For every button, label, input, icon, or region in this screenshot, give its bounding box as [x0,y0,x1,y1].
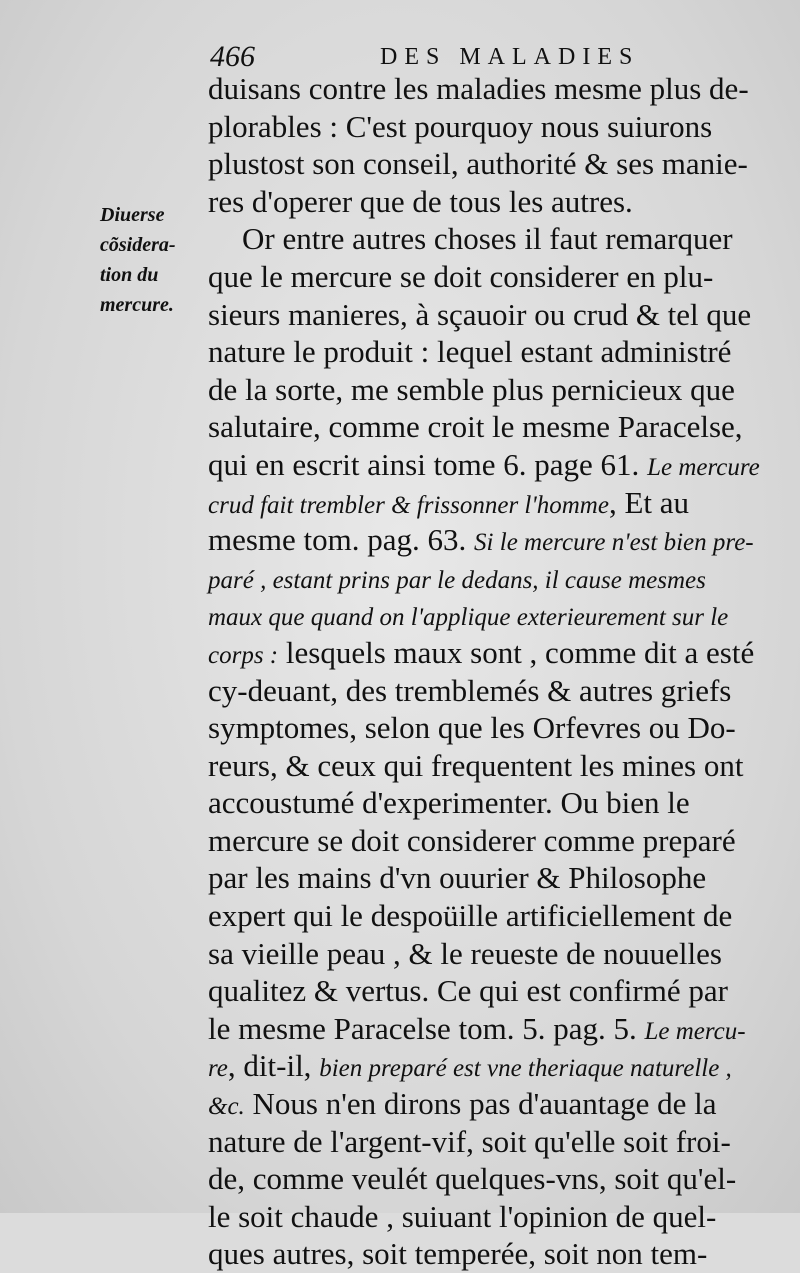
text-line [208,70,768,108]
text-segment: nature de l'argent-vif, soit qu'elle soit froi- [208,1123,731,1159]
text-line [208,145,768,183]
text-segment: de la sorte, me semble plus pernicieux que [208,371,735,407]
italic-quote-segment: re [208,1055,228,1083]
text-line [208,897,768,935]
text-segment: symptomes, selon que les Orfevres ou Do- [208,710,736,746]
margin-note-line: mercure. [100,294,174,316]
text-segment: que le mercure se doit considerer en plu- [208,258,714,294]
text-segment: duisans contre les maladies mesme plus de- [208,71,749,106]
text-segment: de, comme veulét quelques-vns, soit qu'el- [208,1161,737,1197]
text-line [208,1085,768,1123]
text-line [208,296,768,334]
text-line [208,1123,768,1161]
italic-quote-segment: maux que quand on l'applique exterieurement sur le [208,604,729,632]
text-line [208,446,768,484]
running-head: DES MALADIES [380,44,640,70]
italic-quote-segment: Si le mercure n'est bien pre- [474,529,754,557]
text-line [208,634,768,672]
text-segment: salutaire, comme croit le mesme Paracelse, [208,409,743,445]
text-segment: mesme tom. pag. 63. [208,522,475,558]
text-line [208,1160,768,1198]
margin-note-line: tion du [100,264,159,286]
text-line [208,220,768,258]
italic-quote-segment: paré , estant prins par le dedans, il cause mesmes [208,566,706,594]
body-text [208,70,768,1273]
italic-quote-segment: bien preparé est vne theriaque naturelle , [319,1055,732,1083]
text-line [208,1010,768,1048]
text-segment: plorables : C'est pourquoy nous suiurons [208,108,713,144]
text-line [208,183,768,221]
text-segment: Or entre autres choses il faut remarquer [242,221,733,257]
text-segment: , Et au [608,484,689,520]
text-segment: le soit chaude , suiuant l'opinion de quel- [208,1198,717,1234]
text-segment: lesquels maux sont , comme dit a esté [278,634,755,670]
text-line [208,784,768,822]
text-segment: par les mains d'vn ouurier & Philosophe [208,860,707,896]
text-line [208,521,768,559]
text-segment: ques autres, soit temperée, soit non tem- [208,1236,708,1272]
text-segment: cy-deuant, des tremblemés & autres griefs [208,672,732,708]
text-line [208,408,768,446]
page-number: 466 [210,40,255,73]
text-line [208,371,768,409]
text-line [208,935,768,973]
text-line [208,972,768,1010]
text-line [208,859,768,897]
text-segment: plustost son conseil, authorité & ses manie- [208,146,748,182]
margin-note [100,200,200,320]
text-line [208,559,768,597]
text-segment: qui en escrit ainsi tome 6. page 61. [208,446,648,482]
text-line [208,822,768,860]
text-line [208,1235,768,1273]
text-line [208,672,768,710]
text-segment: le mesme Paracelse tom. 5. pag. 5. [208,1010,645,1046]
text-segment: Nous n'en dirons pas d'auantage de la [244,1086,717,1122]
text-line [208,108,768,146]
italic-quote-segment: corps : [208,641,279,669]
italic-quote-segment: crud fait trembler & frissonner l'homme [208,491,609,519]
text-line [208,709,768,747]
text-line [208,333,768,371]
italic-quote-segment: Le mercure [647,453,760,481]
text-segment: res d'operer que de tous les autres. [208,183,633,219]
text-segment: accoustumé d'experimenter. Ou bien le [208,785,690,821]
text-line [208,258,768,296]
text-segment: reurs, & ceux qui frequentent les mines ont [208,747,744,783]
italic-quote-segment: &c. [208,1093,245,1121]
text-segment: qualitez & vertus. Ce qui est confirmé par [208,973,728,1009]
text-line [208,596,768,634]
text-segment: sa vieille peau , & le reueste de nouuelles [208,935,722,971]
text-line [208,747,768,785]
text-segment: expert qui le despoüille artificiellement de [208,898,733,934]
text-line [208,1047,768,1085]
margin-note-line: Diuerse [100,204,165,226]
margin-note-line: cõsidera- [100,234,176,256]
text-line [208,484,768,522]
text-segment: mercure se doit considerer comme preparé [208,822,736,858]
text-segment: nature le produit : lequel estant administré [208,334,732,370]
text-segment: sieurs manieres, à sçauoir ou crud & tel que [208,296,752,332]
text-segment: , dit-il, [227,1048,320,1084]
italic-quote-segment: Le mercu- [644,1017,746,1045]
text-line [208,1198,768,1236]
